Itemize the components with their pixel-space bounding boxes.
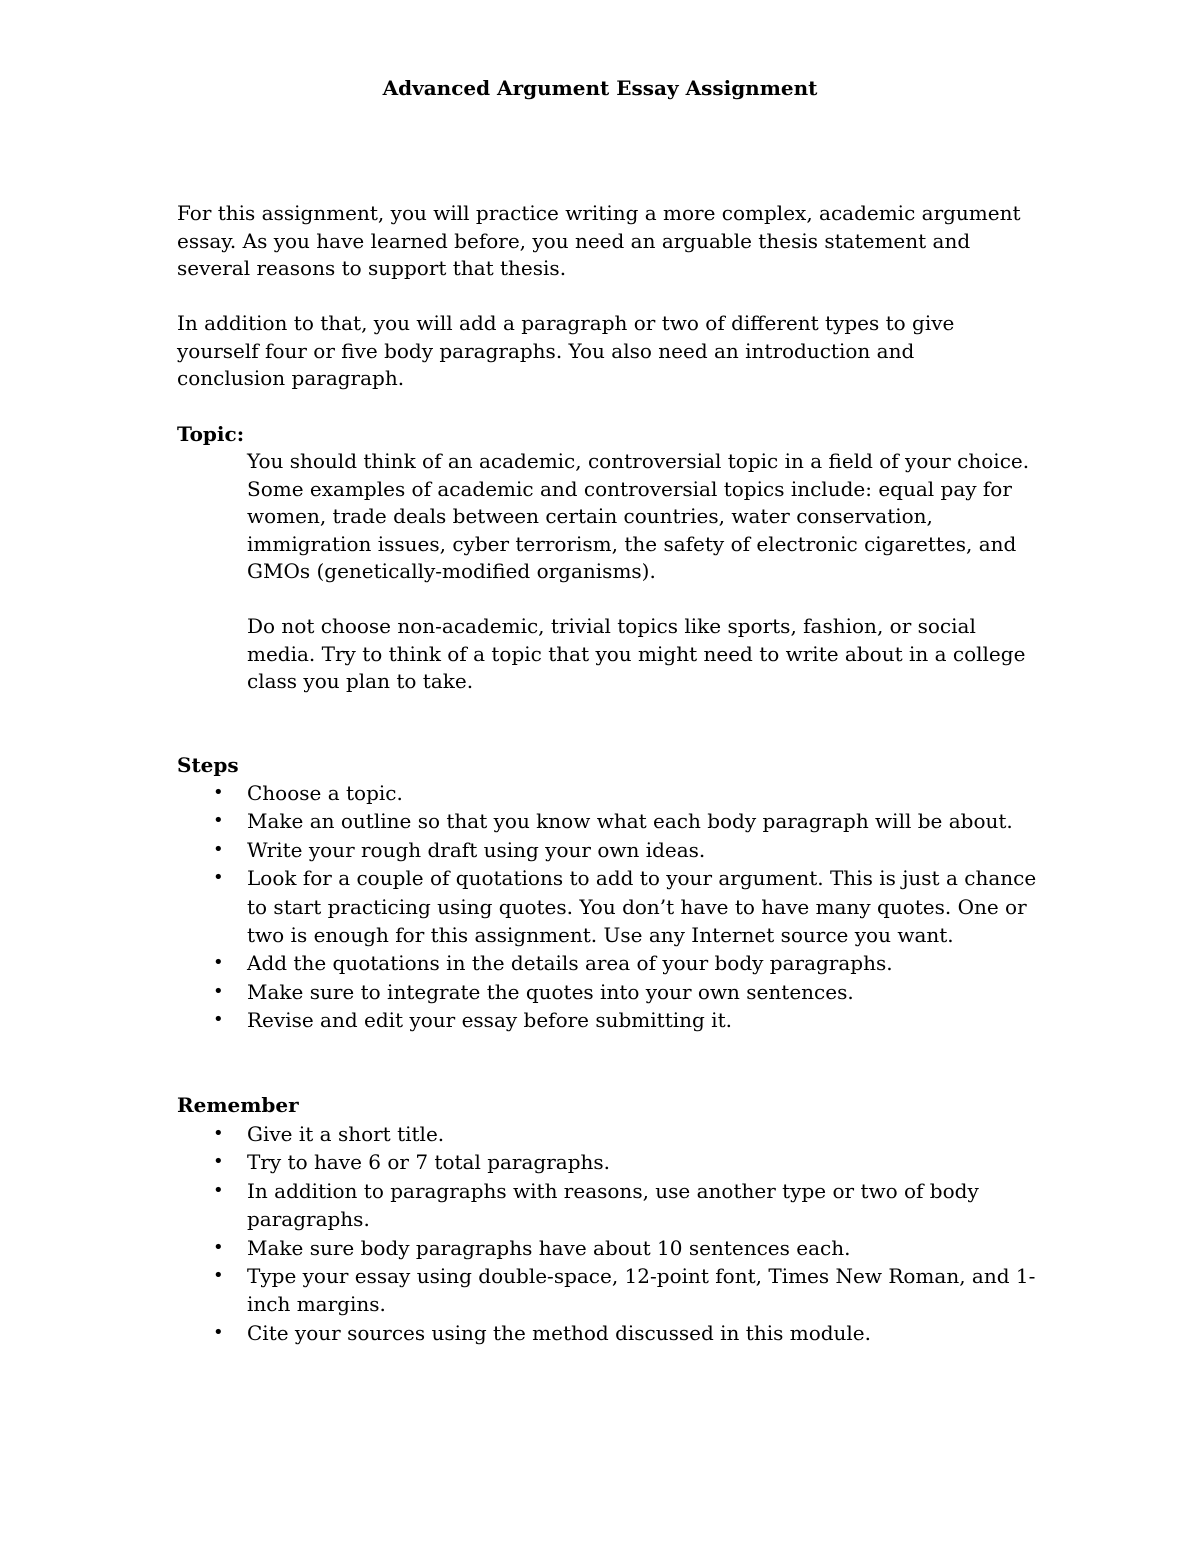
list-item-text: Write your rough draft using your own ideas.	[247, 837, 706, 862]
topic-paragraph-1: You should think of an academic, controversial topic in a field of your choice. Some examples of academic and controversial topics include: equal pay for women, trade deals between certain countries, water conservation, immigration issues, cyber terrorism, the safety of electronic cigarettes, and GMOs (genetically-modified organisms).	[247, 449, 1030, 584]
list-item	[210, 1319, 1040, 1347]
list-item-text: Make sure to integrate the quotes into your own sentences.	[247, 979, 854, 1004]
list-item-text: Cite your sources using the method discussed in this module.	[247, 1320, 872, 1345]
list-item-text: Make sure body paragraphs have about 10 sentences each.	[247, 1235, 851, 1260]
list-item-text: In addition to paragraphs with reasons, use another type or two of body paragraphs.	[247, 1178, 979, 1232]
bullet-icon: •	[213, 810, 224, 832]
intro-paragraph-1: For this assignment, you will practice writing a more complex, academic argument essay. As you have learned before, you need an arguable thesis statement and several reasons to support that thesis.	[177, 201, 1021, 281]
bullet-icon: •	[213, 1321, 224, 1343]
bullet-icon: •	[213, 1009, 224, 1031]
list-item-text: Try to have 6 or 7 total paragraphs.	[247, 1150, 611, 1175]
topic-paragraph-2: Do not choose non-academic, trivial topics like sports, fashion, or social media. Try to think of a topic that you might need to write about in a college class you plan to take.	[247, 614, 1026, 694]
list-item	[210, 949, 1040, 977]
list-item	[210, 1120, 1040, 1148]
bullet-icon: •	[213, 1236, 224, 1258]
bullet-icon: •	[213, 1123, 224, 1144]
remember-list	[210, 1120, 1040, 1347]
bullet-icon: •	[213, 1151, 224, 1173]
bullet-icon: •	[213, 1265, 224, 1287]
list-item	[210, 1148, 1040, 1176]
list-item-text: Add the quotations in the details area of your body paragraphs.	[247, 951, 893, 976]
list-item-text: Type your essay using double-space, 12-point font, Times New Roman, and 1-inch margins.	[247, 1264, 1036, 1317]
list-item-text: Look for a couple of quotations to add to your argument. This is just a chance to start practicing using quotes. You don’t have to have many quotes. One or two is enough for this assignment. Use any Internet source you want.	[247, 866, 1037, 948]
list-item	[210, 1234, 1040, 1262]
bullet-icon: •	[213, 838, 224, 860]
list-item	[210, 864, 1040, 949]
list-item-text: Revise and edit your essay before submitting it.	[247, 1008, 732, 1033]
document-title: Advanced Argument Essay Assignment	[382, 76, 818, 100]
list-item	[210, 978, 1040, 1006]
bullet-icon: •	[213, 867, 224, 889]
steps-list	[210, 779, 1040, 1035]
bullet-icon: •	[213, 1179, 224, 1201]
bullet-icon: •	[213, 980, 224, 1002]
intro-paragraph-2: In addition to that, you will add a paragraph or two of different types to give yourself four or five body paragraphs. You also need an introduction and conclusion paragraph.	[177, 311, 955, 391]
list-item	[210, 1262, 1040, 1319]
list-item-text: Choose a topic.	[247, 781, 403, 805]
steps-heading: Steps	[177, 753, 239, 777]
list-item	[210, 836, 1040, 864]
list-item	[210, 779, 1040, 807]
list-item-text: Make an outline so that you know what each body paragraph will be about.	[247, 809, 1013, 834]
list-item	[210, 1006, 1040, 1034]
list-item-text: Give it a short title.	[247, 1122, 445, 1146]
list-item	[210, 1177, 1040, 1234]
remember-heading: Remember	[177, 1093, 299, 1117]
list-item	[210, 807, 1040, 835]
bullet-icon: •	[213, 782, 224, 803]
bullet-icon: •	[213, 952, 224, 974]
topic-heading: Topic:	[177, 422, 245, 446]
